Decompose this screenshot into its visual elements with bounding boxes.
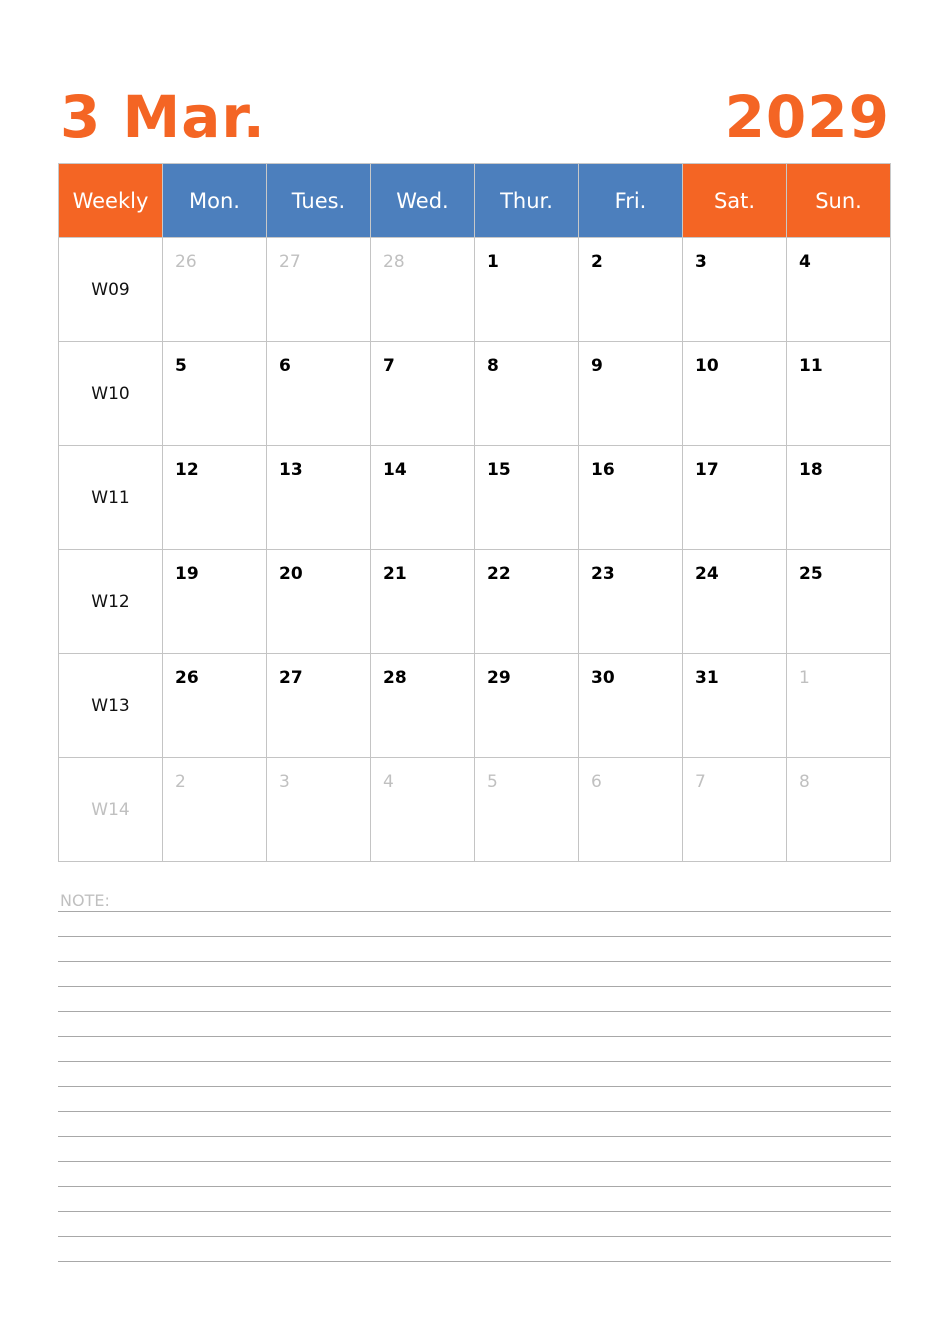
day-cell[interactable] — [683, 238, 787, 342]
day-cell[interactable] — [683, 446, 787, 550]
note-line — [58, 1012, 891, 1037]
day-cell[interactable] — [371, 550, 475, 654]
day-cell[interactable] — [163, 550, 267, 654]
day-number: 12 — [175, 460, 199, 480]
note-line — [58, 1212, 891, 1237]
week-number-cell: W11 — [59, 446, 163, 550]
day-cell[interactable] — [371, 758, 475, 862]
day-cell[interactable] — [579, 758, 683, 862]
day-number: 14 — [383, 460, 407, 480]
day-cell[interactable] — [267, 654, 371, 758]
month-title: 3 Mar. — [60, 83, 266, 151]
day-cell[interactable] — [579, 342, 683, 446]
day-cell[interactable] — [475, 758, 579, 862]
day-number: 26 — [175, 252, 197, 272]
note-line — [58, 1112, 891, 1137]
column-header-day: Sat. — [683, 164, 787, 238]
day-cell[interactable] — [579, 654, 683, 758]
day-number: 15 — [487, 460, 511, 480]
week-number-cell: W14 — [59, 758, 163, 862]
note-line — [58, 1137, 891, 1162]
column-header-day: Thur. — [475, 164, 579, 238]
day-number: 29 — [487, 668, 511, 688]
day-cell[interactable] — [163, 238, 267, 342]
day-cell[interactable] — [267, 342, 371, 446]
day-number: 4 — [383, 772, 394, 792]
day-cell[interactable] — [163, 654, 267, 758]
column-header-day: Mon. — [163, 164, 267, 238]
note-line — [58, 1162, 891, 1187]
note-line — [58, 937, 891, 962]
day-number: 28 — [383, 668, 407, 688]
day-number: 16 — [591, 460, 615, 480]
day-number: 5 — [487, 772, 498, 792]
week-row — [59, 758, 891, 862]
day-number: 9 — [591, 356, 603, 376]
year-title: 2029 — [724, 83, 890, 151]
day-cell[interactable] — [787, 238, 891, 342]
day-number: 3 — [279, 772, 290, 792]
day-number: 4 — [799, 252, 811, 272]
day-cell[interactable] — [579, 238, 683, 342]
day-cell[interactable] — [579, 550, 683, 654]
day-cell[interactable] — [475, 550, 579, 654]
day-cell[interactable] — [163, 758, 267, 862]
day-number: 21 — [383, 564, 407, 584]
day-cell[interactable] — [787, 758, 891, 862]
day-number: 6 — [279, 356, 291, 376]
day-cell[interactable] — [787, 342, 891, 446]
day-cell[interactable] — [787, 446, 891, 550]
day-number: 27 — [279, 668, 303, 688]
day-cell[interactable] — [371, 342, 475, 446]
week-number-cell: W09 — [59, 238, 163, 342]
day-cell[interactable] — [683, 654, 787, 758]
day-number: 11 — [799, 356, 823, 376]
day-cell[interactable] — [475, 654, 579, 758]
day-number: 1 — [487, 252, 499, 272]
note-line — [58, 1087, 891, 1112]
day-number: 20 — [279, 564, 303, 584]
day-cell[interactable] — [787, 654, 891, 758]
day-cell[interactable] — [787, 550, 891, 654]
day-cell[interactable] — [371, 446, 475, 550]
day-cell[interactable] — [371, 238, 475, 342]
day-cell[interactable] — [267, 550, 371, 654]
note-line — [58, 1037, 891, 1062]
day-number: 26 — [175, 668, 199, 688]
day-number: 18 — [799, 460, 823, 480]
column-header-day: Fri. — [579, 164, 683, 238]
day-number: 17 — [695, 460, 719, 480]
day-number: 7 — [383, 356, 395, 376]
note-label: NOTE: — [60, 891, 110, 910]
day-number: 31 — [695, 668, 719, 688]
day-cell[interactable] — [267, 238, 371, 342]
day-cell[interactable] — [683, 342, 787, 446]
day-cell[interactable] — [683, 550, 787, 654]
day-cell[interactable] — [267, 446, 371, 550]
day-cell[interactable] — [163, 342, 267, 446]
day-number: 27 — [279, 252, 301, 272]
day-cell[interactable] — [267, 758, 371, 862]
note-line — [58, 987, 891, 1012]
day-cell[interactable] — [683, 758, 787, 862]
day-number: 2 — [175, 772, 186, 792]
calendar-body — [59, 238, 891, 862]
day-cell[interactable] — [475, 238, 579, 342]
week-row — [59, 342, 891, 446]
day-cell[interactable] — [163, 446, 267, 550]
column-header-day: Wed. — [371, 164, 475, 238]
day-number: 24 — [695, 564, 719, 584]
week-row — [59, 654, 891, 758]
column-header-day: Tues. — [267, 164, 371, 238]
day-cell[interactable] — [579, 446, 683, 550]
day-number: 28 — [383, 252, 405, 272]
calendar-grid — [58, 163, 891, 862]
day-number: 5 — [175, 356, 187, 376]
week-row — [59, 446, 891, 550]
day-number: 22 — [487, 564, 511, 584]
day-number: 30 — [591, 668, 615, 688]
column-header-day: Sun. — [787, 164, 891, 238]
week-number-cell: W13 — [59, 654, 163, 758]
note-line — [58, 1062, 891, 1087]
note-line — [58, 1237, 891, 1262]
day-cell[interactable] — [371, 654, 475, 758]
day-cell[interactable] — [475, 446, 579, 550]
day-number: 19 — [175, 564, 199, 584]
day-number: 8 — [799, 772, 810, 792]
note-line — [58, 1187, 891, 1212]
day-number: 1 — [799, 668, 810, 688]
day-number: 8 — [487, 356, 499, 376]
day-number: 2 — [591, 252, 603, 272]
column-header-weekly: Weekly — [59, 164, 163, 238]
weekday-header-row — [59, 164, 891, 238]
day-number: 6 — [591, 772, 602, 792]
week-number-cell: W10 — [59, 342, 163, 446]
week-number-cell: W12 — [59, 550, 163, 654]
week-row — [59, 238, 891, 342]
day-cell[interactable] — [475, 342, 579, 446]
note-lines-area[interactable] — [58, 911, 891, 1262]
day-number: 23 — [591, 564, 615, 584]
day-number: 13 — [279, 460, 303, 480]
day-number: 10 — [695, 356, 719, 376]
note-line — [58, 962, 891, 987]
day-number: 25 — [799, 564, 823, 584]
note-line — [58, 912, 891, 937]
week-row — [59, 550, 891, 654]
day-number: 7 — [695, 772, 706, 792]
day-number: 3 — [695, 252, 707, 272]
